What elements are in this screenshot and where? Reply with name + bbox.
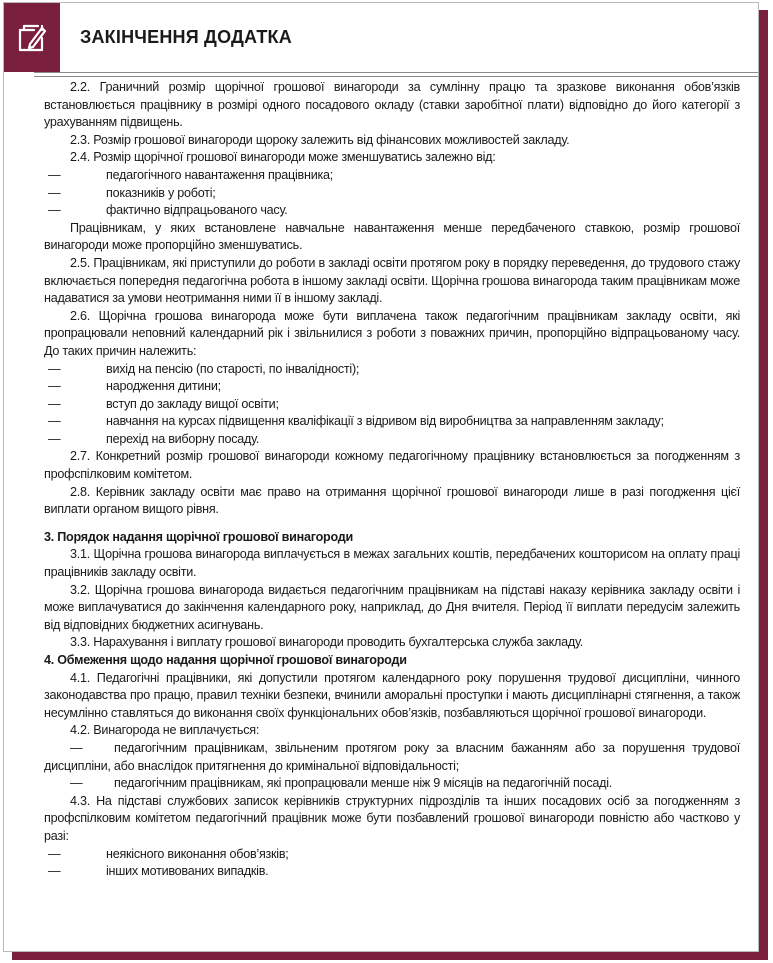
paragraph-2-8: 2.8. Керівник закладу освіти має право на отримання щорічної грошової винагороди лише в разі погодження цієї виплати органом вищого рівня.	[44, 484, 740, 517]
page-title: ЗАКІНЧЕННЯ ДОДАТКА	[80, 27, 292, 47]
paragraph-3-3: 3.3. Нарахування і виплату грошової винагороди проводить бухгалтерська служба закладу.	[70, 635, 584, 650]
paragraph-2-3: 2.3. Розмір грошової винагороди щороку залежить від фінансових можливостей закладу.	[70, 132, 570, 147]
list-item: — педагогічним працівникам, звільненим протягом року за власним бажанням або за порушення трудової дисципліни, або внаслідок притягнення до кримінальної відповідальності;	[44, 740, 740, 773]
document-page	[3, 2, 759, 952]
paragraph-2-4: 2.4. Розмір щорічної грошової винагороди може зменшуватись залежно від:	[70, 150, 496, 165]
header-divider	[34, 72, 758, 73]
list-item: — перехід на виборну посаду.	[48, 431, 260, 446]
paragraph-3-1: 3.1. Щорічна грошова винагорода виплачується в межах загальних коштів, передбачених кошторисом на оплату праці працівників закладу освіти.	[44, 547, 740, 580]
section-gap	[44, 519, 740, 529]
section-heading-3: 3. Порядок надання щорічної грошової винагороди	[44, 529, 353, 544]
paragraph-2-4-note: Працівникам, у яких встановлене навчальне навантаження менше передбаченого ставкою, розмір грошової винагороди може пропорційно зменшуватись.	[44, 220, 740, 253]
list-item: — педагогічного навантаження працівника;	[48, 167, 334, 182]
header-divider	[34, 76, 758, 77]
list-item: — педагогічним працівникам, які пропрацювали менше ніж 9 місяців на педагогічній посаді.	[70, 776, 613, 791]
list-item: — народження дитини;	[48, 379, 221, 394]
paragraph-2-5: 2.5. Працівникам, які приступили до роботи в закладі освіти протягом року в порядку переведення, до трудового стажу включається попередня педагогічна робота в іншому закладі освіти. Щорічна грошова винагорода таким працівникам може надаватися за умови неотримання ними її в іншому закладі.	[44, 255, 740, 306]
paragraph-4-3: 4.3. На підставі службових записок керівників структурних підрозділів та інших посадових осіб за погодженням з профспілковим комітетом педагогічний працівник може бути позбавлений грошової винагороди повністю або частково у разі:	[44, 793, 740, 843]
paragraph-2-7: 2.7. Конкретний розмір грошової винагороди кожному педагогічному працівнику встановлюється за погодженням з профспілковим комітетом.	[44, 449, 740, 482]
list-item: — фактично відпрацьованого часу.	[48, 203, 288, 218]
paragraph-4-2: 4.2. Винагорода не виплачується:	[70, 723, 260, 738]
list-item: — інших мотивованих випадків.	[48, 864, 269, 879]
list-item: — вихід на пенсію (по старості, по інвалідності);	[48, 361, 360, 376]
paragraph-3-2: 3.2. Щорічна грошова винагорода видається педагогічним працівникам на підставі наказу керівника закладу освіти і може виплачуватися до закінчення календарного року, наприклад, до Дня вчителя. Період її виплати передусім залежить від відповідних бюджетних асигнувань.	[44, 582, 740, 632]
list-item: — вступ до закладу вищої освіти;	[48, 396, 279, 411]
list-item: — навчання на курсах підвищення кваліфікації з відривом від виробництва за направленням закладу;	[48, 414, 664, 429]
paragraph-2-2: 2.2. Граничний розмір щорічної грошової винагороди за сумлінну працю та зразкове виконання обов’язків встановлюється працівнику в розмірі одного посадового окладу (ставки заробітної плати) відповідно до його категорії з урахуванням підвищень.	[44, 80, 740, 130]
list-item: — неякісного виконання обов’язків;	[48, 846, 289, 861]
paragraph-4-1: 4.1. Педагогічні працівники, які допустили протягом календарного року порушення трудової дисципліни, чинного законодавства про працю, правил техніки безпеки, вчинили аморальні проступки і мають дисциплінарні стягнення, а також несумлінно ставляться до виконання своїх функціональних обов’язків, позбавляються щорічної грошової винагороди.	[44, 670, 740, 720]
page-header	[4, 3, 758, 73]
paragraph-2-6: 2.6. Щорічна грошова винагорода може бути виплачена також педагогічним працівникам закладу освіти, які пропрацювали неповний календарний рік і звільнилися з роботи з поважних причин, пропорційно відпрацьованому часу. До таких причин належить:	[44, 308, 740, 358]
document-pen-icon	[4, 3, 60, 72]
list-item: — показників у роботі;	[48, 185, 216, 200]
document-body	[44, 79, 740, 881]
section-heading-4: 4. Обмеження щодо надання щорічної грошової винагороди	[44, 653, 407, 667]
